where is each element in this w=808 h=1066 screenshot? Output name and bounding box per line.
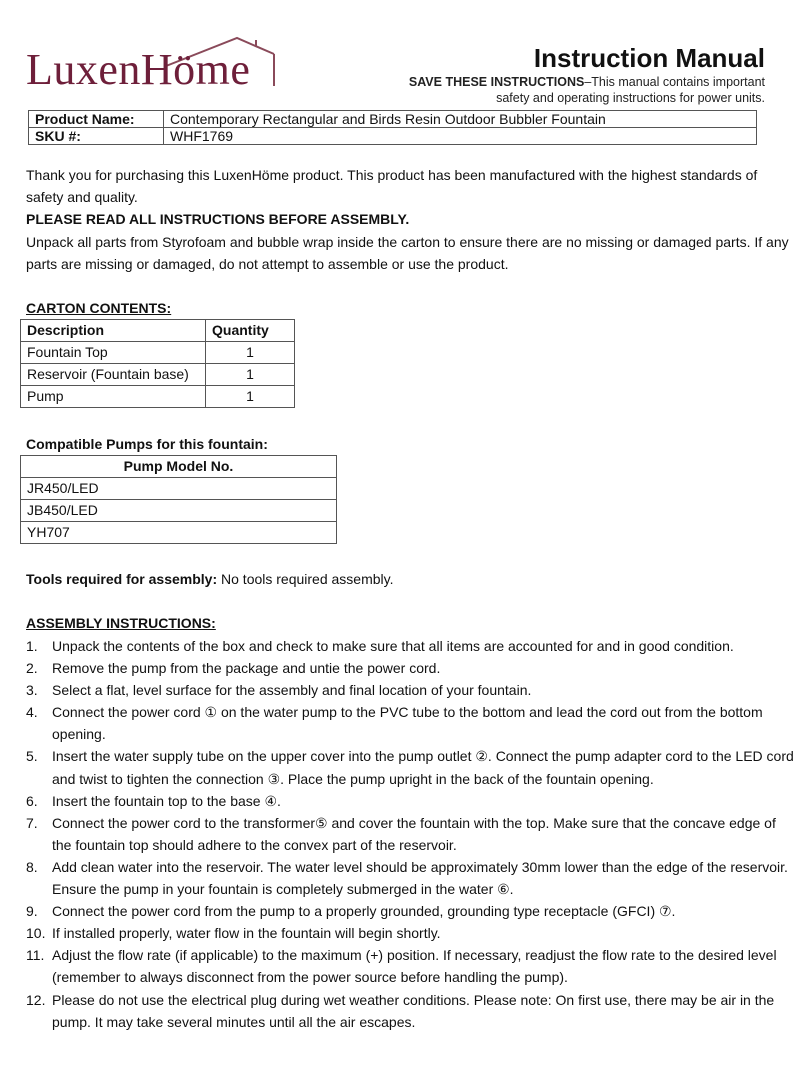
intro-unpack: Unpack all parts from Styrofoam and bubble wrap inside the carton to ensure there are no missing or damaged parts. If any parts are missing or damaged, do not attempt to assemble or use the product. — [26, 234, 789, 273]
step-number: 9. — [26, 903, 38, 920]
save-notice-bold: SAVE THESE INSTRUCTIONS — [408, 75, 585, 89]
cell-description: Reservoir (Fountain base) — [21, 364, 206, 386]
col-description: Description — [21, 320, 206, 342]
table-row — [29, 111, 757, 128]
cell-quantity: 1 — [206, 342, 295, 364]
list-item — [26, 944, 796, 988]
step-text: Please do not use the electrical plug during wet weather conditions. Please note: On first use, there may be air in the pump. It may take several minutes until all the air escapes. — [52, 991, 775, 1030]
table-row — [21, 364, 295, 386]
step-number: 3. — [26, 682, 38, 699]
pumps-heading: Compatible Pumps for this fountain: — [26, 436, 268, 452]
tools-line — [26, 568, 796, 590]
list-item — [26, 790, 796, 812]
list-item — [26, 900, 796, 922]
step-number: 1. — [26, 638, 38, 654]
product-info-table — [28, 110, 757, 145]
tools-value: No tools required assembly. — [217, 571, 394, 587]
sku-label: SKU #: — [29, 128, 164, 145]
list-item — [26, 679, 796, 701]
list-item — [26, 635, 796, 657]
cell-pump-model: YH707 — [21, 522, 337, 544]
step-text: If installed properly, water flow in the fountain will begin shortly. — [52, 925, 441, 942]
step-number: 12. — [26, 991, 46, 1008]
step-number: 2. — [26, 660, 38, 677]
step-text: Add clean water into the reservoir. The water level should be approximately 30mm lower than the edge of the reservoir. Ensure the pump in your fountain is completely submerged in the water ⑥. — [52, 858, 788, 898]
step-number: 8. — [26, 858, 38, 875]
cell-pump-model: JB450/LED — [21, 500, 337, 522]
table-header-row — [21, 456, 337, 478]
cell-description: Fountain Top — [21, 342, 206, 364]
step-number: 6. — [26, 792, 38, 809]
table-row — [29, 128, 757, 145]
table-row — [21, 522, 337, 544]
step-text: Connect the power cord to the transformer⑤ and cover the fountain with the top. Make sure that the concave edge of the fountain top should adhere to the convex part of the reservoir. — [52, 814, 776, 853]
step-number: 5. — [26, 748, 38, 765]
col-quantity: Quantity — [206, 320, 295, 342]
step-text: Select a flat, level surface for the assembly and final location of your fountain. — [52, 682, 532, 699]
step-text: Adjust the flow rate (if applicable) to the maximum (+) position. If necessary, readjust the flow rate to the desired level (remember to always disconnect from the power source before handling the pump). — [52, 947, 777, 986]
save-notice-rest: –This manual contains important — [584, 75, 765, 89]
cell-pump-model: JR450/LED — [21, 478, 337, 500]
list-item — [26, 922, 796, 944]
step-text: Unpack the contents of the box and check to make sure that all items are accounted for and in good condition. — [52, 638, 734, 654]
table-row — [21, 386, 295, 408]
step-number: 10. — [26, 925, 46, 942]
sku-value: WHF1769 — [164, 128, 757, 145]
assembly-heading: ASSEMBLY INSTRUCTIONS: — [26, 615, 216, 631]
col-pump-model: Pump Model No. — [21, 456, 337, 478]
step-number: 4. — [26, 704, 38, 721]
table-row — [21, 500, 337, 522]
carton-heading: CARTON CONTENTS: — [26, 300, 172, 316]
step-text: Insert the water supply tube on the upper cover into the pump outlet ②. Connect the pump adapter cord to the LED cord and twist to tighten the connection ③. Place the pump upright in the back of the fountain opening. — [52, 748, 794, 787]
step-number: 7. — [26, 814, 38, 831]
list-item — [26, 701, 796, 745]
step-text: Remove the pump from the package and untie the power cord. — [52, 660, 441, 677]
header-block — [409, 42, 765, 106]
step-number: 11. — [26, 947, 45, 964]
intro-thanks: Thank you for purchasing this LuxenHöme product. This product has been manufactured with the highest standards of safety and quality. — [26, 167, 758, 206]
save-notice — [409, 74, 765, 90]
list-item — [26, 745, 796, 789]
cell-quantity: 1 — [206, 386, 295, 408]
save-notice-line2: safety and operating instructions for power units. — [496, 91, 765, 105]
intro-read-all: PLEASE READ ALL INSTRUCTIONS BEFORE ASSEMBLY. — [26, 211, 410, 227]
table-row — [21, 478, 337, 500]
table-row — [21, 342, 295, 364]
list-item — [26, 989, 796, 1033]
product-name-value: Contemporary Rectangular and Birds Resin Outdoor Bubbler Fountain — [164, 111, 757, 128]
page-title: Instruction Manual — [533, 43, 765, 73]
cell-quantity: 1 — [206, 364, 295, 386]
assembly-steps — [26, 635, 796, 1033]
carton-contents-table — [20, 319, 295, 408]
list-item — [26, 812, 796, 856]
table-header-row — [21, 320, 295, 342]
step-text: Insert the fountain top to the base ④. — [52, 792, 281, 809]
compatible-pumps-table — [20, 455, 337, 544]
list-item — [26, 657, 796, 679]
list-item — [26, 856, 796, 900]
step-text: Connect the power cord from the pump to a properly grounded, grounding type receptacle (GFCI) ⑦. — [52, 903, 676, 920]
step-text: Connect the power cord ① on the water pump to the PVC tube to the bottom and lead the cord out from the bottom opening. — [52, 704, 763, 743]
cell-description: Pump — [21, 386, 206, 408]
tools-label: Tools required for assembly: — [26, 571, 218, 587]
brand-logo — [24, 34, 294, 96]
product-name-label: Product Name: — [29, 111, 164, 128]
brand-name: LuxenHöme — [26, 45, 251, 94]
